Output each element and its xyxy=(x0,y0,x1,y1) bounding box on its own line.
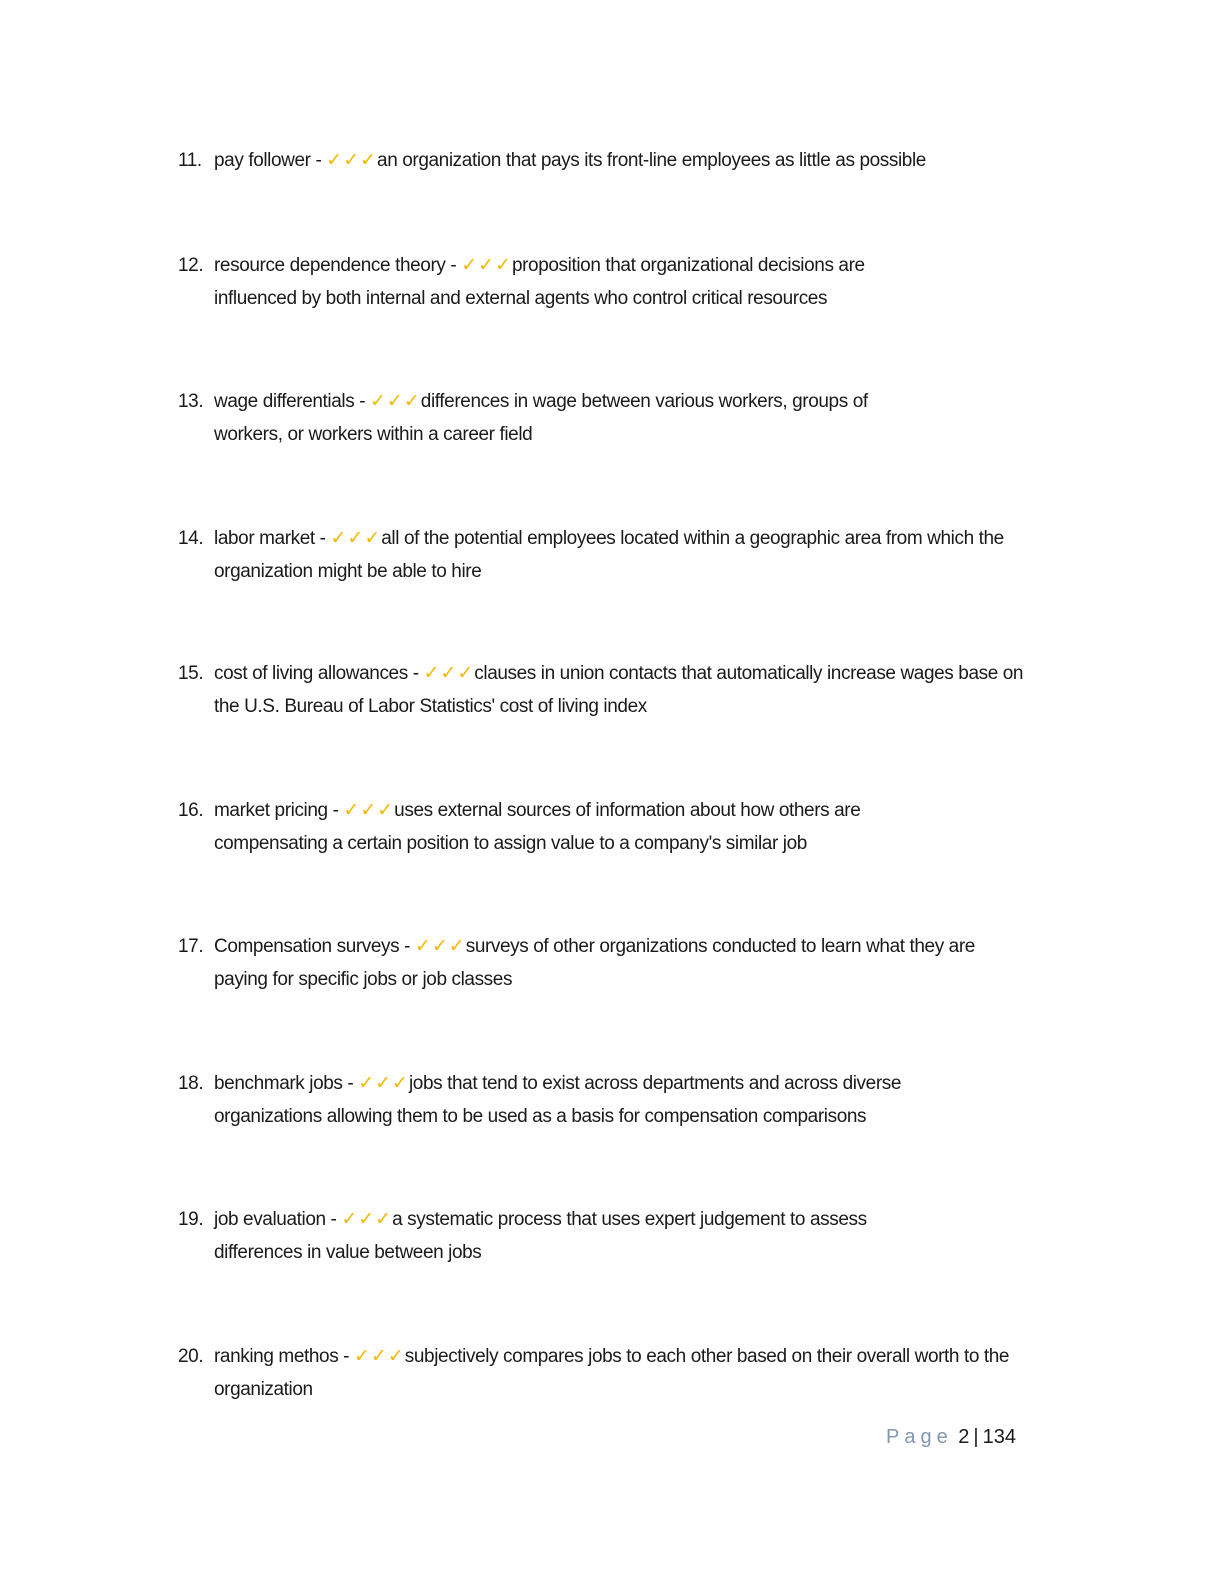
item-term: ranking methos - xyxy=(214,1346,354,1367)
item-definition: uses external sources of information about how others are compensating a certain position to assign value to a company's similar job xyxy=(214,800,861,854)
item-number: 20. xyxy=(178,1346,204,1367)
item-number: 13. xyxy=(178,391,204,412)
check-icon: ✓✓✓ xyxy=(330,527,382,549)
item-body xyxy=(214,1067,978,1133)
item-definition: a systematic process that uses expert judgement to assess differences in value between jobs xyxy=(214,1209,867,1263)
list-item xyxy=(178,794,948,860)
item-number: 15. xyxy=(178,663,204,684)
check-icon: ✓✓✓ xyxy=(461,254,512,276)
item-definition: subjectively compares jobs to each other based on their overall worth to the organization xyxy=(214,1346,1010,1400)
item-body xyxy=(214,522,1058,588)
list-item xyxy=(178,522,1058,588)
item-number: 11. xyxy=(178,150,202,171)
item-term: Compensation surveys - xyxy=(214,936,415,957)
item-definition: surveys of other organizations conducted to learn what they are paying for specific jobs or job classes xyxy=(214,936,975,990)
check-icon: ✓✓✓ xyxy=(343,799,395,821)
item-term: cost of living allowances - xyxy=(214,663,424,684)
item-number: 19. xyxy=(178,1209,204,1230)
list-item xyxy=(178,657,1038,723)
page-footer xyxy=(886,1426,1016,1449)
item-term: benchmark jobs - xyxy=(214,1073,359,1094)
page-separator: | xyxy=(973,1426,979,1448)
check-icon: ✓✓✓ xyxy=(414,935,466,957)
item-term: pay follower - xyxy=(214,150,327,171)
item-definition: an organization that pays its front-line employees as little as possible xyxy=(377,150,926,171)
check-icon: ✓✓✓ xyxy=(358,1072,409,1094)
item-body xyxy=(214,249,948,315)
item-term: market pricing - xyxy=(214,800,344,821)
item-body xyxy=(214,385,938,451)
item-term: labor market - xyxy=(214,528,331,549)
item-body xyxy=(214,930,1028,996)
page-label: Page xyxy=(886,1426,953,1448)
check-icon: ✓✓✓ xyxy=(354,1345,405,1367)
item-term: job evaluation - xyxy=(214,1209,342,1230)
list-item xyxy=(178,249,948,315)
item-definition: all of the potential employees located within a geographic area from which the organization might be able to hire xyxy=(214,528,1004,582)
check-icon: ✓✓✓ xyxy=(423,662,475,684)
total-pages: 134 xyxy=(982,1426,1016,1448)
item-body xyxy=(214,1340,1048,1406)
item-body xyxy=(214,1203,928,1269)
list-item xyxy=(178,385,938,451)
list-item xyxy=(178,1067,978,1133)
item-number: 14. xyxy=(178,528,204,549)
item-term: resource dependence theory - xyxy=(214,255,462,276)
item-number: 17. xyxy=(178,936,204,957)
list-item xyxy=(178,1340,1048,1406)
item-definition: differences in wage between various workers, groups of workers, or workers within a career field xyxy=(214,391,868,445)
item-body xyxy=(214,144,1038,177)
item-body xyxy=(214,794,948,860)
check-icon: ✓✓✓ xyxy=(341,1208,393,1230)
current-page-number: 2 xyxy=(958,1426,970,1448)
list-item xyxy=(178,1203,928,1269)
item-definition: jobs that tend to exist across departments and across diverse organizations allowing them to be used as a basis for compensation comparisons xyxy=(214,1073,902,1127)
item-body xyxy=(214,657,1038,723)
list-item xyxy=(178,144,1038,177)
item-number: 18. xyxy=(178,1073,204,1094)
item-number: 12. xyxy=(178,255,204,276)
item-definition: proposition that organizational decisions are influenced by both internal and external agents who control critical resources xyxy=(214,255,865,309)
list-item xyxy=(178,930,1028,996)
item-number: 16. xyxy=(178,800,204,821)
check-icon: ✓✓✓ xyxy=(370,390,421,412)
item-definition: clauses in union contacts that automatically increase wages base on the U.S. Bureau of Labor Statistics' cost of living index xyxy=(214,663,1024,717)
check-icon: ✓✓✓ xyxy=(326,149,378,171)
item-term: wage differentials - xyxy=(214,391,371,412)
